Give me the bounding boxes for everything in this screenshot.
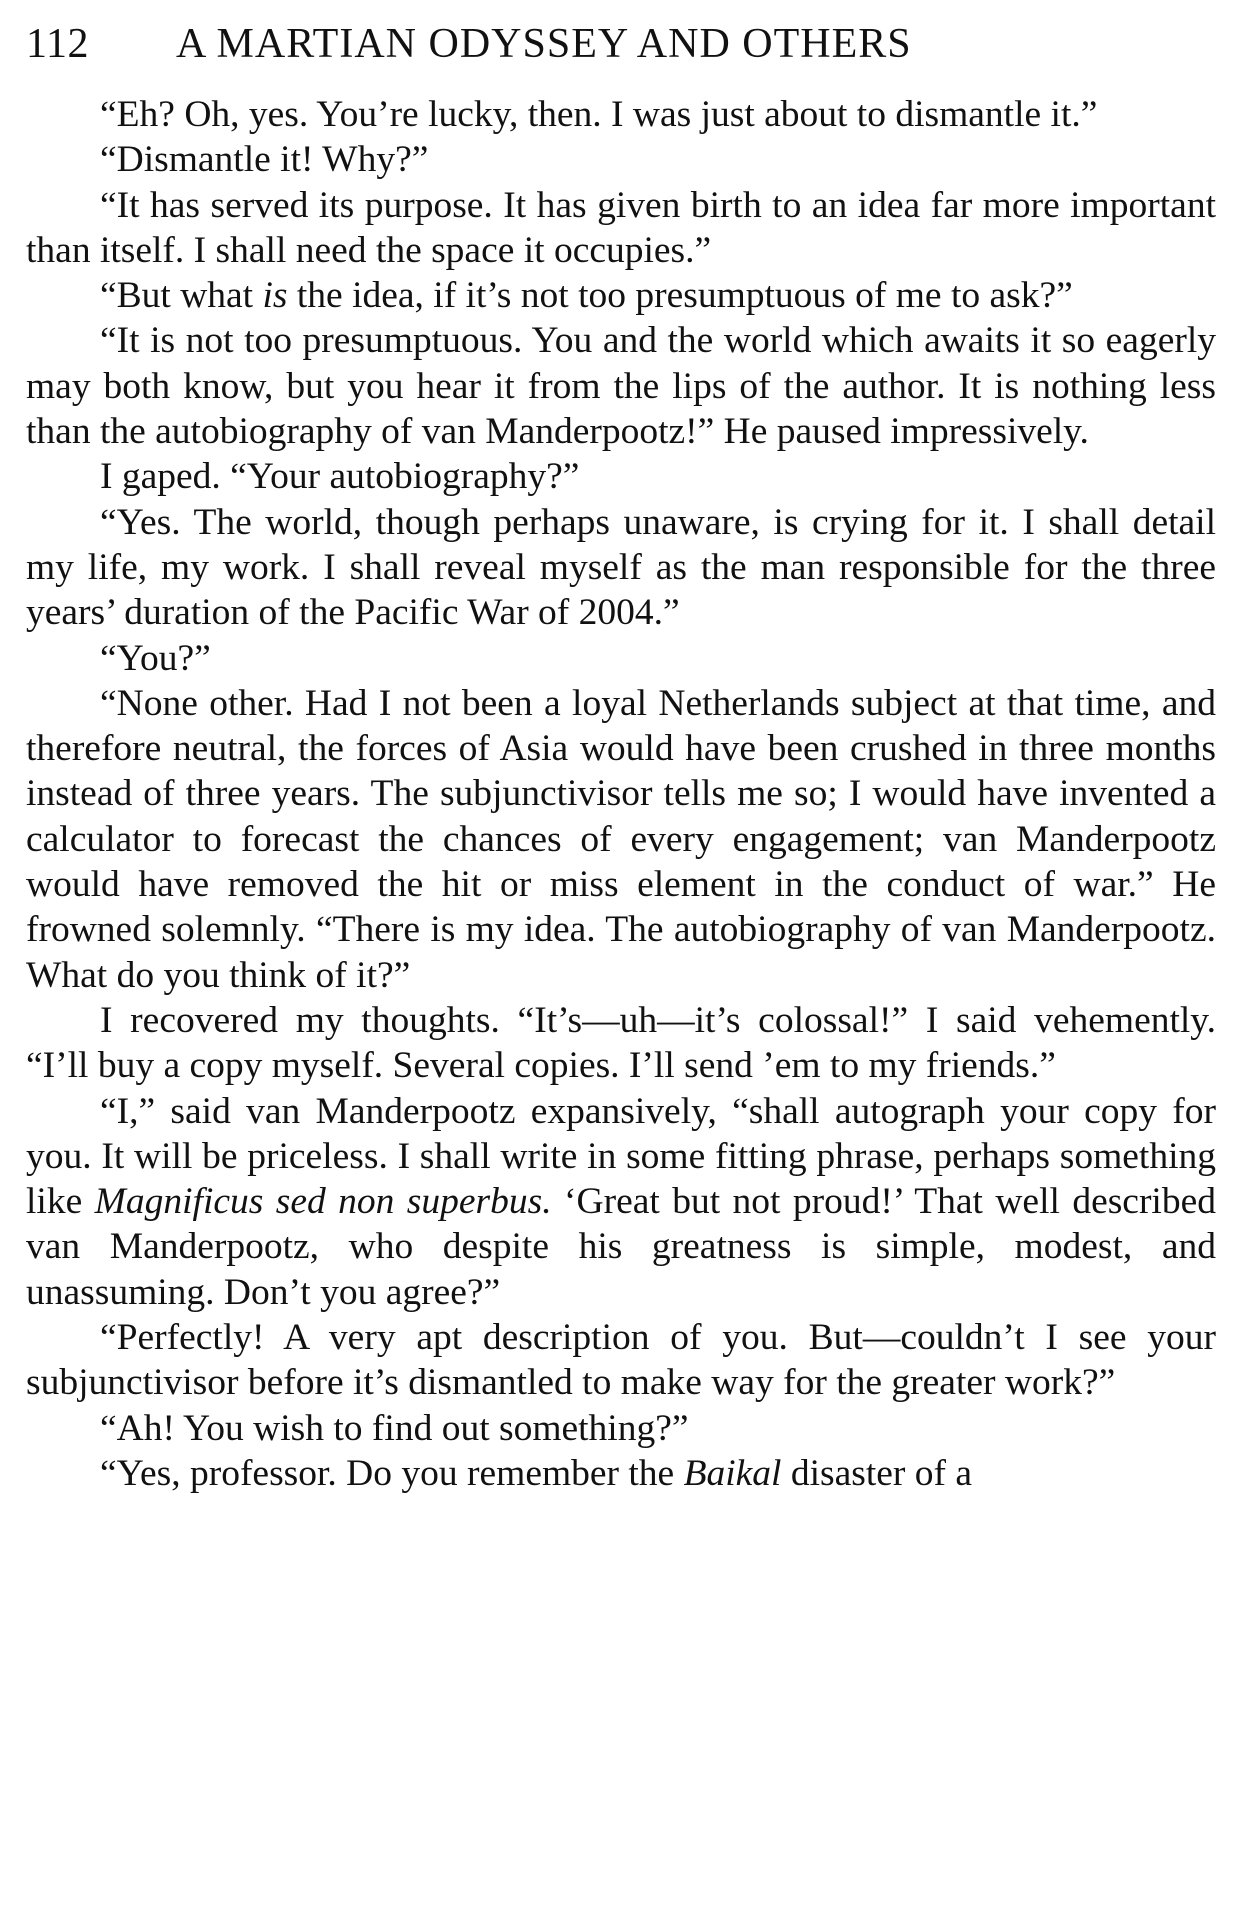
text-run: “It has served its purpose. It has given birth to an idea far more important than itself. I shall need the space it occupies.” [26, 184, 1216, 271]
text-run: “Eh? Oh, yes. You’re lucky, then. I was just about to dismantle it.” [100, 94, 1098, 135]
text-run: “Perfectly! A very apt description of you. But—couldn’t I see your subjunctivisor before it’s dismantled to make way for the greater work?” [26, 1317, 1216, 1404]
text-run: I gaped. “Your autobiography?” [100, 456, 580, 498]
text-run: “Dismantle it! Why?” [100, 139, 429, 181]
text-run: “Ah! You wish to find out something?” [100, 1407, 689, 1449]
paragraph [26, 92, 1216, 137]
paragraph [26, 1451, 1216, 1496]
body-text [26, 92, 1216, 1496]
text-run: “You?” [100, 637, 211, 679]
text-run: “But what [100, 275, 263, 317]
text-run: I recovered my thoughts. “It’s—uh—it’s colossal!” I said vehemently. “I’ll buy a copy myself. Several copies. I’ll send ’em to my friends.” [26, 999, 1216, 1087]
italic-text: is [262, 275, 288, 317]
text-run: “I,” said van Manderpootz expansively, “shall autograph your copy for you. It will be priceless. I shall write in some fitting phrase, perhaps something like [26, 1090, 1216, 1223]
text-run: “Yes. The world, though perhaps unaware, is crying for it. I shall detail my life, my work. I shall reveal myself as the man responsible for the three years’ duration of the Pacific War of 2004.” [26, 501, 1216, 634]
page-number: 112 [26, 21, 89, 67]
text-run: the idea, if it’s not too presumptuous of me to ask?” [287, 275, 1073, 317]
book-page [26, 18, 1216, 1496]
paragraph [26, 1315, 1216, 1406]
text-run: “None other. Had I not been a loyal Netherlands subject at that time, and therefore neutral, the forces of Asia would have been crushed in three months instead of three years. The subjunctivisor tells me so; I would have invented a calculator to forecast the chances of every engagement; van Manderpootz would have removed the hit or miss element in the conduct of war.” He frowned solemnly. “There is my idea. The autobiography of van Manderpootz. What do you think of it?” [26, 682, 1216, 996]
paragraph [26, 1089, 1216, 1315]
text-run: disaster of a [781, 1452, 973, 1494]
paragraph [26, 137, 1216, 182]
paragraph [26, 681, 1216, 998]
paragraph [26, 500, 1216, 636]
running-title: A MARTIAN ODYSSEY AND OTHERS [176, 21, 912, 67]
running-header [26, 18, 1216, 78]
paragraph [26, 1406, 1216, 1451]
text-run: “Yes, professor. Do you remember the [100, 1452, 684, 1494]
text-run: ‘Great but not proud!’ That well described van Manderpootz, who despite his greatness is simple, modest, and unassuming. Don’t you agree?” [26, 1181, 1216, 1313]
italic-text: Magnificus sed non superbus. [94, 1181, 552, 1223]
paragraph [26, 454, 1216, 499]
text-run: “It is not too presumptuous. You and the world which awaits it so eagerly may both know, but you hear it from the lips of the author. It is nothing less than the autobiography of van Manderpootz!” He paused impressively. [26, 320, 1216, 453]
paragraph [26, 636, 1216, 681]
paragraph [26, 998, 1216, 1089]
paragraph [26, 183, 1216, 274]
italic-text: Baikal [683, 1452, 782, 1494]
paragraph [26, 318, 1216, 454]
paragraph [26, 273, 1216, 318]
